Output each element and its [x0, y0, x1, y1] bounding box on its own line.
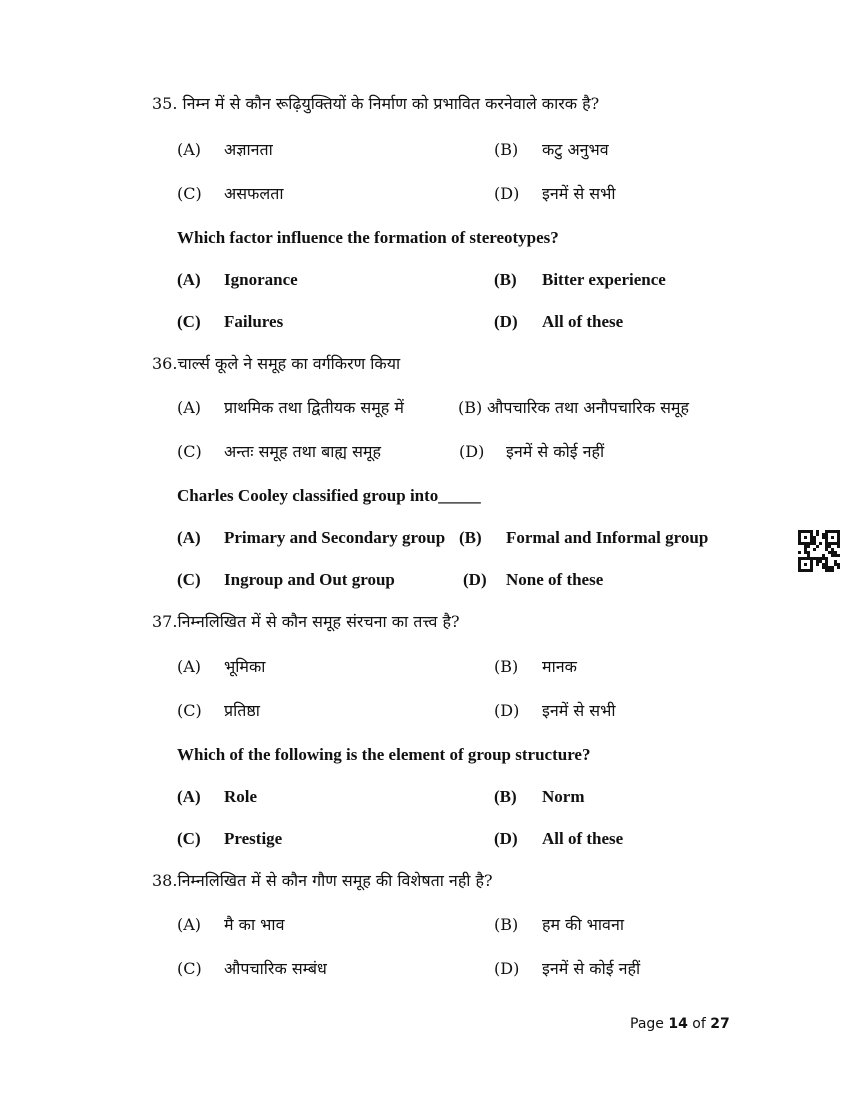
option-label: (B) — [494, 140, 519, 159]
option-text: All of these — [542, 829, 624, 848]
option-label: (C) — [177, 570, 201, 589]
option-text: Prestige — [224, 829, 283, 848]
option-label: (D) — [494, 312, 518, 331]
option-text: हम की भावना — [542, 915, 624, 934]
option-text: प्राथमिक तथा द्वितीयक समूह में — [224, 398, 404, 417]
option-text: Ingroup and Out group — [224, 570, 395, 589]
option-text: प्रतिष्ठा — [224, 701, 260, 720]
option-label: (C) — [177, 701, 202, 720]
option-text: मानक — [542, 657, 577, 676]
option-text: Bitter experience — [542, 270, 666, 289]
option-label: (A) — [177, 398, 202, 417]
option-label: (B) — [494, 657, 519, 676]
option-label: (D) — [494, 184, 520, 203]
option-text: भूमिका — [224, 657, 266, 676]
question-36-english: Charles Cooley classified group into_____ — [177, 486, 481, 505]
question-38-hindi: 38.निम्नलिखित में से कौन गौण समूह की विशेषता नही है? — [152, 871, 493, 890]
question-35-hindi: 35. निम्न में से कौन रूढ़ियुक्तियों के निर्माण को प्रभावित करनेवाले कारक है? — [152, 94, 600, 113]
option-label: (D) — [494, 959, 520, 978]
option-label: (B) — [494, 915, 519, 934]
option-text: None of these — [506, 570, 604, 589]
footer-of-word: of — [692, 1016, 706, 1032]
option-text: इनमें से कोई नहीं — [506, 442, 605, 461]
footer-page-word: Page — [630, 1016, 664, 1032]
option-text: इनमें से कोई नहीं — [542, 959, 641, 978]
option-text: औपचारिक सम्बंध — [224, 959, 327, 978]
option-label: (B) — [458, 398, 483, 417]
page-footer — [630, 1016, 730, 1032]
option-label: (C) — [177, 829, 201, 848]
option-text: इनमें से सभी — [542, 701, 616, 720]
option-label: (A) — [177, 787, 201, 806]
footer-total-pages: 27 — [710, 1016, 730, 1032]
option-text: Primary and Secondary group — [224, 528, 446, 547]
option-label: (D) — [459, 442, 485, 461]
option-label: (C) — [177, 442, 202, 461]
option-text: Norm — [542, 787, 585, 806]
question-37-hindi: 37.निम्नलिखित में से कौन समूह संरचना का तत्त्व है? — [152, 612, 460, 631]
option-text: अन्तः समूह तथा बाह्य समूह — [224, 442, 381, 461]
option-label: (B) — [494, 787, 517, 806]
qr-code — [798, 530, 840, 572]
option-text: कटु अनुभव — [542, 140, 609, 159]
option-text: Formal and Informal group — [506, 528, 709, 547]
option-label: (C) — [177, 959, 202, 978]
option-label: (D) — [494, 701, 520, 720]
option-label: (C) — [177, 184, 202, 203]
option-label: (B) — [494, 270, 517, 289]
option-label: (B) — [459, 528, 482, 547]
option-label: (A) — [177, 657, 202, 676]
option-label: (A) — [177, 140, 202, 159]
option-label: (D) — [494, 829, 518, 848]
footer-current-page: 14 — [668, 1016, 688, 1032]
option-label: (D) — [463, 570, 487, 589]
option-label: (A) — [177, 528, 201, 547]
option-label: (A) — [177, 270, 201, 289]
option-text: मै का भाव — [224, 915, 285, 934]
option-text: इनमें से सभी — [542, 184, 616, 203]
option-text: औपचारिक तथा अनौपचारिक समूह — [487, 398, 689, 417]
question-35-english: Which factor influence the formation of stereotypes? — [177, 228, 559, 247]
option-text: Role — [224, 787, 258, 806]
option-label: (C) — [177, 312, 201, 331]
option-text: All of these — [542, 312, 624, 331]
question-36-hindi: 36.चार्ल्स कूले ने समूह का वर्गकिरण किया — [152, 354, 401, 373]
option-text: Ignorance — [224, 270, 298, 289]
option-label: (A) — [177, 915, 202, 934]
question-37-english: Which of the following is the element of group structure? — [177, 745, 591, 764]
option-text: असफलता — [224, 184, 284, 203]
option-text: अज्ञानता — [224, 140, 273, 159]
option-text: Failures — [224, 312, 284, 331]
